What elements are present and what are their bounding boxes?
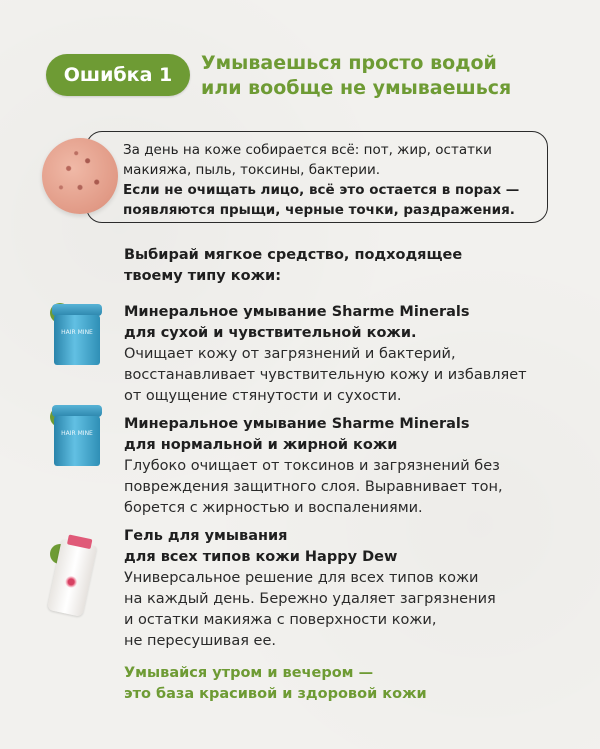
product-description: Очищает кожу от загрязнений и бактерий, восстанавливает чувствительную кожу и избавляет от ощущение стянутости и сухости. xyxy=(124,346,527,404)
product-title: Гель для умывания для всех типов кожи Happy Dew xyxy=(124,528,398,565)
headline-line-2: или вообще не умываешься xyxy=(201,77,512,99)
footer-line-2: это база красивой и здоровой кожи xyxy=(124,686,427,702)
product-title: Минеральное умывание Sharme Minerals для нормальной и жирной кожи xyxy=(124,416,470,453)
blue-jar-image: HAIR MINE xyxy=(52,304,102,366)
headline xyxy=(201,51,581,101)
product-description: Глубоко очищает от токсинов и загрязнений без повреждения защитного слоя. Выравнивает тон, борется с жирностью и воспалениями. xyxy=(124,458,503,516)
blue-jar-image: HAIR MINE xyxy=(52,405,102,467)
info-normal-text: За день на коже собирается всё: пот, жир, остатки макияжа, пыль, токсины, бактерии. xyxy=(123,142,492,178)
choose-line-2: твоему типу кожи: xyxy=(124,268,282,284)
product-title: Минеральное умывание Sharme Minerals для сухой и чувствительной кожи. xyxy=(124,304,470,341)
skin-closeup-image xyxy=(42,138,118,214)
choose-heading xyxy=(124,245,544,287)
error-badge: Ошибка 1 xyxy=(46,54,190,96)
info-bold-text: Если не очищать лицо, всё это остается в порах — появляются прыщи, черные точки, раздражения. xyxy=(123,182,520,218)
footer-line-1: Умывайся утром и вечером — xyxy=(124,665,374,681)
footer-tagline xyxy=(124,663,564,705)
choose-line-1: Выбирай мягкое средство, подходящее xyxy=(124,247,463,263)
product-description: Универсальное решение для всех типов кожи на каждый день. Бережно удаляет загрязнения и остатки макияжа с поверхности кожи, не пересушивая ее. xyxy=(124,570,496,649)
flower-icon xyxy=(64,575,78,589)
headline-line-1: Умываешься просто водой xyxy=(201,52,497,74)
info-text xyxy=(123,140,541,220)
